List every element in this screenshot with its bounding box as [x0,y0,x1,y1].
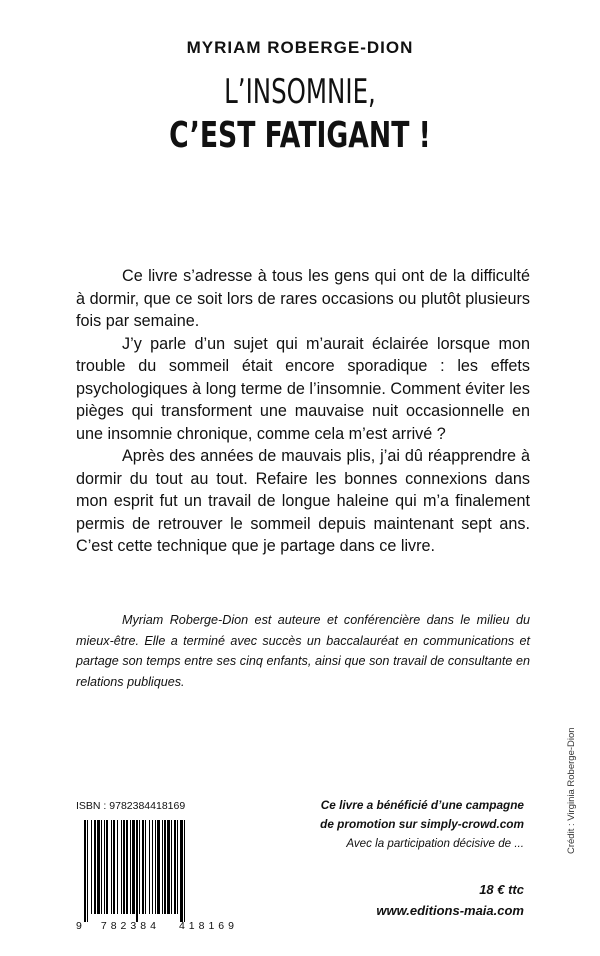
photo-credit: Crédit : Virginia Roberge-Dion [566,727,577,854]
barcode-digits [76,920,238,932]
barcode-bar [106,820,108,914]
price: 18 € ttc [479,882,524,897]
blurb-paragraph-1: Ce livre s’adresse à tous les gens qui ont de la difficulté à dormir, que ce soit lors de rares occasions ou plutôt plusieurs fois par semaine. [76,267,530,330]
barcode-bar [132,820,135,914]
barcode-bar [130,820,131,914]
blurb-paragraph-3: Après des années de mauvais plis, j’ai dû réapprendre à dormir du tout au tout. Refaire les bonnes connexions dans mon esprit fut un travail de longue haleine qui m’a finalement permis de retrouver le sommeil depuis maintenant sept ans. C’est cette technique que je partage dans ce livre. [76,447,530,555]
barcode-bar [111,820,112,914]
barcode-bar [136,820,138,922]
barcode-bar [164,820,166,914]
barcode-bar [97,820,100,914]
barcode-bar [142,820,144,914]
barcode-bar [121,820,122,914]
barcode-digits-left: 782384 [100,920,160,932]
publisher-website: www.editions-maia.com [376,903,524,918]
barcode-bar [84,820,86,922]
barcode-bar [91,820,92,914]
promo-line-2: de promotion sur simply-crowd.com [320,817,524,831]
barcode-bar [139,820,140,914]
barcode-bar [174,820,176,914]
barcode-bar [87,820,88,922]
blurb-paragraph-2: J’y parle d’un sujet qui m’aurait éclairée lorsque mon trouble du sommeil était encore sporadique : les effets psychologiques à long terme de l’insomnie. Comment éviter les pièges qui transforment une mauvaise nuit occasionnelle en une insomnie chronique, comme cela m’est arrivé ? [76,334,530,443]
promo-line-1: Ce livre a bénéficié d’une campagne [320,798,524,812]
barcode-bar [113,820,115,914]
barcode-bar [126,820,128,914]
isbn-block [76,800,238,940]
book-title-line1: L’INSOMNIE, [224,72,376,112]
barcode-bar [94,820,96,914]
barcode-bar [104,820,105,914]
participation-note: Avec la participation décisive de ... [346,837,524,850]
barcode-digit-first: 9 [76,920,82,932]
author-bio-text: Myriam Roberge-Dion est auteure et conférencière dans le milieu du mieux-être. Elle a terminé avec succès un baccalauréat en communications et partage son temps entre ses cinq enfants, ainsi que son travail de consultante en relations publiques. [76,613,530,689]
barcode [76,820,238,922]
barcode-bar [149,820,150,914]
book-blurb [76,265,530,558]
barcode-bar [155,820,156,914]
barcode-bar [152,820,153,914]
barcode-bar [184,820,185,922]
barcode-bar [180,820,183,922]
isbn-label: ISBN : 9782384418169 [76,800,186,812]
barcode-bar [177,820,178,914]
barcode-bar [162,820,163,914]
promo-note [224,796,524,834]
author-bio [76,610,530,692]
barcode-bar [123,820,125,914]
barcode-bar [167,820,170,914]
barcode-bar [101,820,102,914]
book-title-line2: C’EST FATIGANT ! [169,115,431,156]
barcode-digits-right: 418169 [178,920,238,932]
barcode-bar [117,820,118,914]
barcode-bar [145,820,146,914]
barcode-bar [157,820,160,914]
author-name: MYRIAM ROBERGE-DION [186,38,414,57]
barcode-bar [171,820,172,914]
